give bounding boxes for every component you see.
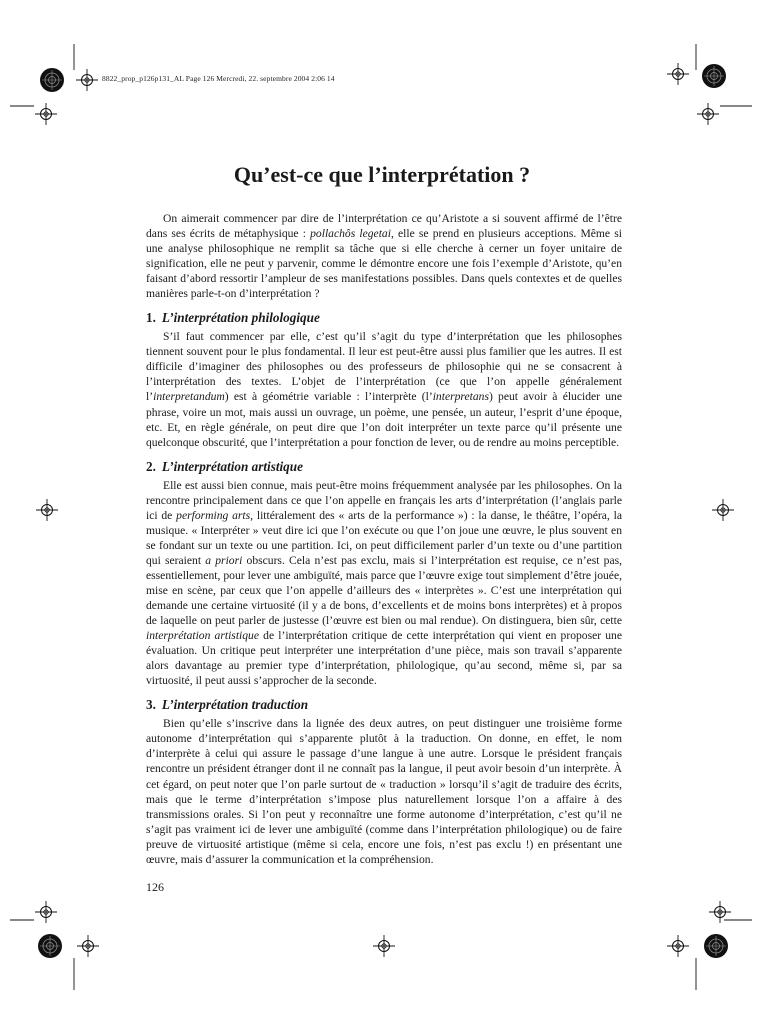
italic-term: interpretans (432, 390, 489, 404)
print-slug: 8822_prop_p126p131_AL Page 126 Mercredi, 22. septembre 2004 2:06 14 (102, 74, 335, 83)
crosshair-registration-mark (77, 935, 99, 957)
italic-term: interpretandum (153, 390, 225, 404)
section-title: L’interprétation traduction (161, 697, 309, 713)
section-heading-2 (146, 459, 622, 475)
crosshair-registration-mark (373, 935, 395, 957)
italic-term: interprétation artistique (146, 629, 259, 643)
section-number: 3. (146, 697, 156, 713)
crosshair-registration-mark (35, 103, 57, 125)
section-number: 1. (146, 310, 156, 326)
crosshair-registration-mark (697, 103, 719, 125)
intro-paragraph: On aimerait commencer par dire de l’interprétation ce qu’Aristote a si souvent affirmé de l’être dans ses écrits de métaphysique : pollachôs legetai, elle se prend en plusieurs acceptions. Même si une analyse philosophique ne remplit sa tâche que si elle cherche à cerner un foyer unitaire de signification, elle ne peut y parvenir, comme le démontre encore une fois l’exemple d’Aristote, qu’en faisant d’abord ressortir l’ampleur de ses manifestations possibles. Dans quels contextes et de quelles manières parle-t-on d’interprétation ? (146, 212, 622, 301)
dark-registration-target (38, 934, 62, 958)
italic-term: pollachôs legetai (310, 227, 391, 241)
section-2-paragraph: Elle est aussi bien connue, mais peut-être moins fréquemment analysée par les philosophes. On la rencontre principalement dans ce que l’on appelle en français les arts d’interprétation (l’anglais parle ici de performing arts, littéralement des « arts de la performance ») : la danse, le théâtre, l’opéra, la musique. « Interpréter » veut dire ici que l’on exécute ou que l’on joue une œuvre, le plus souvent en se fondant sur un texte ou une partition. Ici, on peut difficilement parler d’un texte ou d’une partition qui seraient a priori obscurs. Cela n’est pas exclu, mais si l’interprétation est requise, ce n’est pas, essentiellement, pour lever une ambiguïté, mais parce que l’œuvre exige tout simplement d’être jouée, mise en scène, par ceux que l’on appelle d’ailleurs des « interprètes ». C’est une interprétation qui demande une certaine virtuosité (il y a de bons, d’excellents et de moins bons interprètes) et à propos de laquelle on peut parler de justesse (l’œuvre est bien ou mal rendue). On distinguera, bien sûr, cette interprétation artistique de l’interprétation critique de cette interprétation qui vient en proposer une évaluation. Un critique peut interpréter une interprétation d’une pièce, mais son travail s’apparente alors davantage au premier type d’interprétation, philologique, qu’au second, même si, par sa virtuosité, il peut aussi s’approcher de la seconde. (146, 478, 623, 688)
crosshair-registration-mark (712, 499, 734, 521)
crosshair-registration-mark (667, 935, 689, 957)
article-body (146, 211, 622, 867)
dark-registration-target (704, 934, 728, 958)
section-number: 2. (146, 458, 156, 474)
crosshair-registration-mark (35, 901, 57, 923)
crosshair-registration-mark (76, 69, 98, 91)
italic-term: a priori (205, 553, 243, 567)
crosshair-registration-mark (667, 63, 689, 85)
dark-registration-target (40, 68, 64, 92)
italic-term: performing arts (176, 508, 251, 522)
section-title: L’interprétation artistique (161, 458, 303, 474)
dark-registration-target (702, 64, 726, 88)
section-1-paragraph: S’il faut commencer par elle, c’est qu’il s’agit du type d’interprétation que les philosophes tiennent souvent pour le plus fondamental. Il leur est peut-être aussi plus familier que les autres. Il est difficile d’imaginer des philosophes ou des professeurs de philosophie qui ne se consacrent à l’interprétation des textes. L’objet de l’interprétation (ce que l’on appelle généralement l’interpretandum) est à géométrie variable : l’interprète (l’interpretans) peut avoir à élucider une phrase, voire un mot, mais aussi un ouvrage, un poème, une pensée, un auteur, l’esprit d’une époque, etc. Et, en règle générale, on peut dire que l’on doit interpréter un texte parce qu’il présente une quelconque obscurité, que l’interprétation a pour fonction de lever, ou de rendre au moins perceptible. (146, 330, 623, 449)
section-3-paragraph: Bien qu’elle s’inscrive dans la lignée des deux autres, on peut distinguer une troisième forme autonome d’interprétation qui s’apparente plutôt à la traduction. On donne, en effet, le nom d’interprète à celui qui assure le passage d’une langue à une autre. Lorsque le président français rencontre un président étranger dont il ne connaît pas la langue, il peut avoir besoin d’un interprète. À cet égard, on peut noter que l’on parle surtout de « traduction » lorsqu’il s’agit de traduire des écrits, mais que le terme d’interprétation s’impose plus naturellement lorsque l’on a affaire à des transmissions orales. Si l’on peut y reconnaître une forme autonome d’interprétation, c’est qu’il ne s’agit pas vraiment ici de lever une ambiguïté (comme dans l’interprétation philologique) ou de faire preuve de virtuosité artistique (même si cela, encore une fois, n’est pas exclu !) en présentant une œuvre, mais d’assurer la communication et la compréhension. (146, 717, 622, 866)
section-heading-1 (146, 310, 622, 326)
section-title: L’interprétation philologique (161, 310, 320, 326)
crosshair-registration-mark (36, 499, 58, 521)
section-heading-3 (146, 697, 622, 713)
page-title: Qu’est-ce que l’interprétation ? (233, 162, 531, 187)
page-number: 126 (146, 880, 164, 894)
